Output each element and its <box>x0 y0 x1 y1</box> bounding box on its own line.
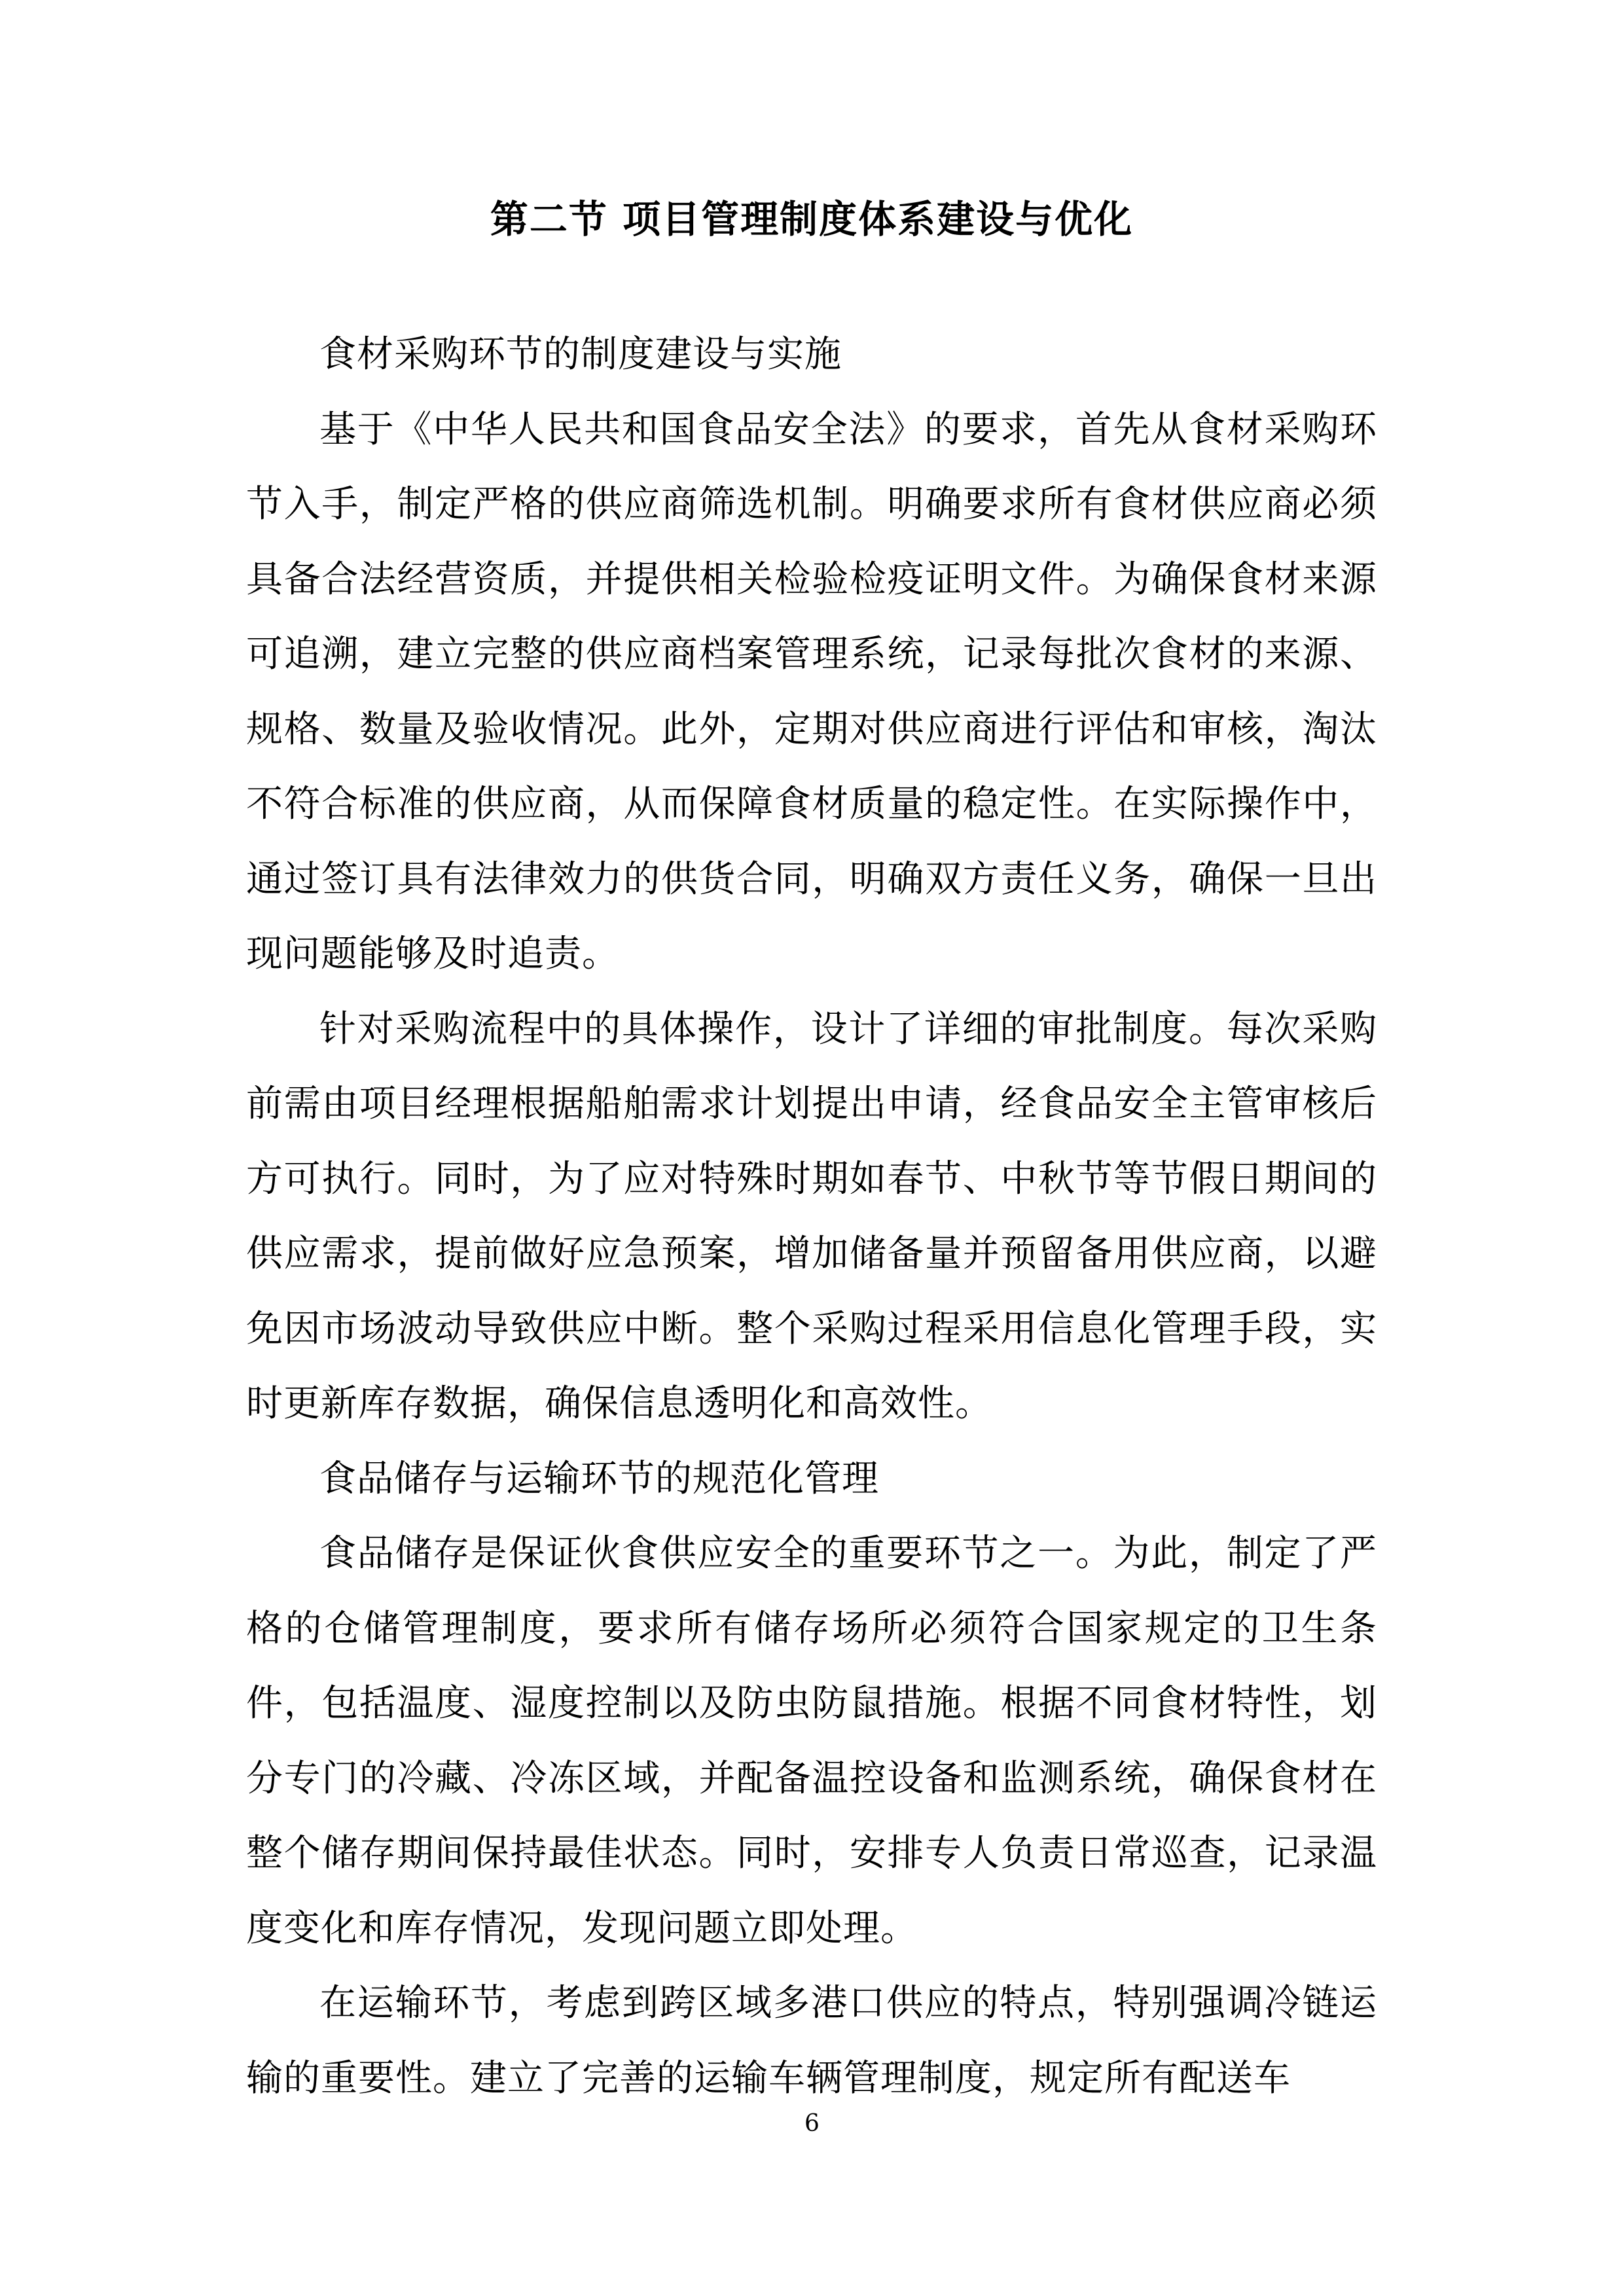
body-text <box>246 317 1377 2116</box>
paragraph-supplier-screening: 基于《中华人民共和国食品安全法》的要求，首先从食材采购环节入手，制定严格的供应商筛选机制。明确要求所有食材供应商必须具备合法经营资质，并提供相关检验检疫证明文件。为确保食材来源可追溯，建立完整的供应商档案管理系统，记录每批次食材的来源、规格、数量及验收情况。此外，定期对供应商进行评估和审核，淘汰不符合标准的供应商，从而保障食材质量的稳定性。在实际操作中，通过签订具有法律效力的供货合同，明确双方责任义务，确保一旦出现问题能够及时追责。 <box>246 408 1377 975</box>
page-number: 6 <box>804 2110 820 2137</box>
paragraph-approval-process: 针对采购流程中的具体操作，设计了详细的审批制度。每次采购前需由项目经理根据船舶需求计划提出申请，经食品安全主管审核后方可执行。同时，为了应对特殊时期如春节、中秋节等节假日期间的供应需求，提前做好应急预案，增加储备量并预留备用供应商，以避免因市场波动导致供应中断。整个采购过程采用信息化管理手段，实时更新库存数据，确保信息透明化和高效性。 <box>246 1007 1377 1425</box>
subheading-storage-transport: 食品储存与运输环节的规范化管理 <box>319 1457 879 1500</box>
subheading-procurement: 食材采购环节的制度建设与实施 <box>319 333 842 376</box>
paragraph-storage: 食品储存是保证伙食供应安全的重要环节之一。为此，制定了严格的仓储管理制度，要求所有储存场所必须符合国家规定的卫生条件，包括温度、湿度控制以及防虫防鼠措施。根据不同食材特性，划分专门的冷藏、冷冻区域，并配备温控设备和监测系统，确保食材在整个储存期间保持最佳状态。同时，安排专人负责日常巡查，记录温度变化和库存情况，发现问题立即处理。 <box>246 1532 1377 1950</box>
section-title: 第二节 项目管理制度体系建设与优化 <box>490 197 1134 242</box>
paragraph-transport: 在运输环节，考虑到跨区域多港口供应的特点，特别强调冷链运输的重要性。建立了完善的运输车辆管理制度，规定所有配送车 <box>246 1982 1377 2100</box>
